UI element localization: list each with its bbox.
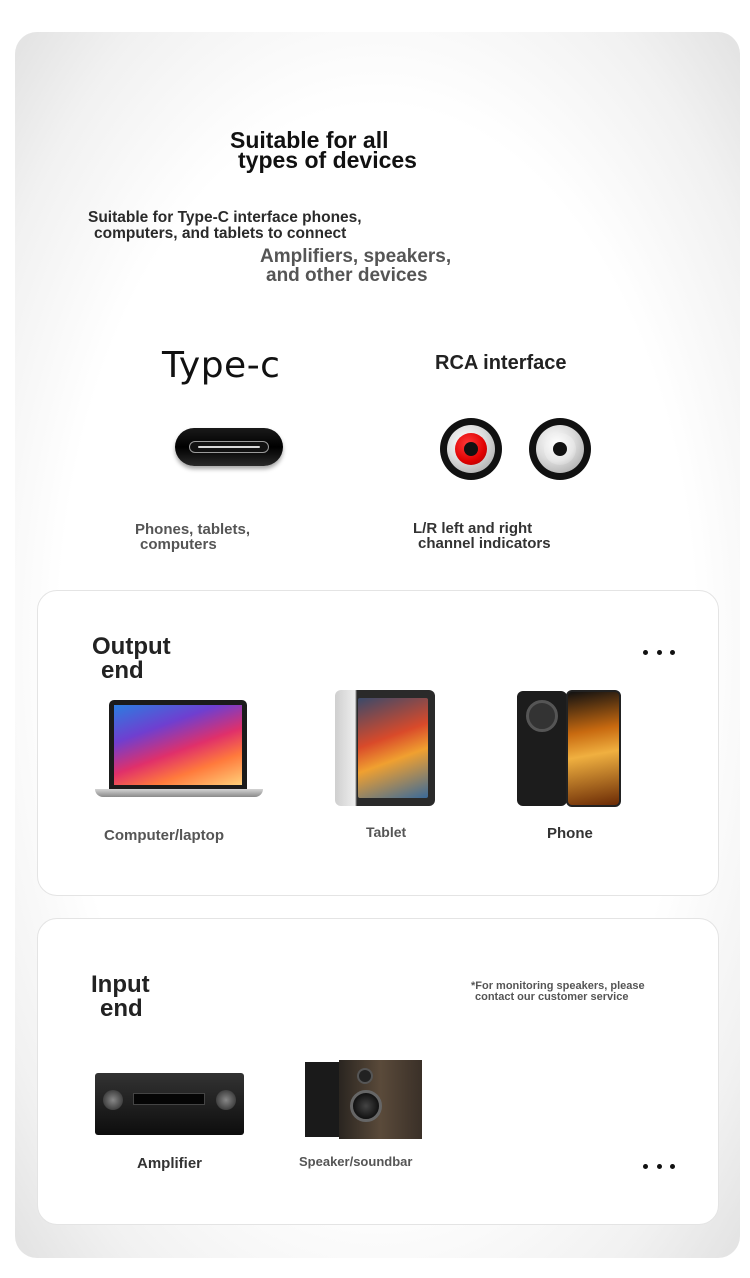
typec-title: Type-c bbox=[162, 345, 281, 386]
target-devices-description bbox=[260, 247, 451, 285]
device-label-phone: Phone bbox=[547, 825, 593, 842]
device-label-laptop: Computer/laptop bbox=[104, 827, 224, 844]
target-devices-line1: Amplifiers, speakers, bbox=[260, 246, 452, 267]
speaker-icon bbox=[305, 1060, 422, 1139]
headline bbox=[230, 127, 417, 173]
more-dots-icon[interactable] bbox=[643, 647, 675, 657]
device-label-speaker: Speaker/soundbar bbox=[299, 1154, 413, 1169]
more-dots-icon[interactable] bbox=[643, 1161, 675, 1171]
laptop-icon bbox=[95, 700, 263, 798]
input-end-title: Input end bbox=[91, 971, 150, 1022]
usb-c-port-slot bbox=[189, 441, 269, 453]
typec-caption-line1: Phones, tablets, bbox=[135, 521, 251, 538]
device-label-amplifier: Amplifier bbox=[137, 1155, 203, 1172]
typec-caption bbox=[135, 522, 250, 552]
compatibility-description bbox=[88, 210, 362, 242]
rca-title: RCA interface bbox=[435, 352, 567, 374]
phone-icon bbox=[517, 690, 621, 807]
compatibility-line2: computers, and tablets to connect bbox=[94, 225, 347, 242]
rca-jack-white-icon bbox=[529, 418, 591, 480]
target-devices-line2: and other devices bbox=[266, 265, 428, 286]
monitoring-speaker-note: *For monitoring speakers, please contact our customer service bbox=[471, 980, 645, 1003]
device-label-tablet: Tablet bbox=[366, 824, 407, 840]
rca-caption-line2: channel indicators bbox=[418, 535, 551, 552]
rca-caption-line1: L/R left and right bbox=[413, 520, 533, 537]
rca-caption bbox=[413, 521, 551, 551]
tablet-icon bbox=[335, 690, 435, 806]
compatibility-line1: Suitable for Type-C interface phones, bbox=[88, 209, 362, 226]
headline-line2: types of devices bbox=[238, 147, 417, 173]
output-end-title: Output end bbox=[92, 633, 171, 684]
usb-c-port-icon bbox=[175, 428, 283, 466]
amplifier-icon bbox=[95, 1073, 244, 1135]
headline-line1: Suitable for all bbox=[230, 127, 389, 153]
typec-caption-line2: computers bbox=[140, 536, 217, 553]
rca-jack-red-icon bbox=[440, 418, 502, 480]
